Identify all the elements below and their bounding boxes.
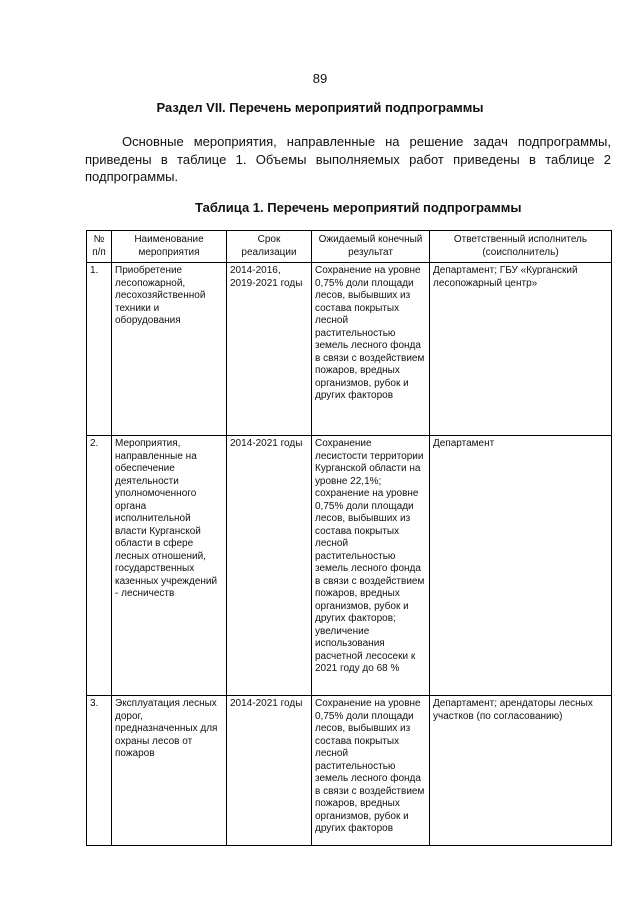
- row-term: 2014-2021 годы: [227, 696, 312, 846]
- row-number: 1.: [87, 263, 112, 436]
- header-result: Ожидаемый конечный результат: [312, 231, 430, 263]
- table-row: [87, 263, 612, 436]
- section-title: Раздел VII. Перечень мероприятий подпрограммы: [156, 100, 484, 115]
- row-number: 2.: [87, 436, 112, 696]
- table-title: Таблица 1. Перечень мероприятий подпрограммы: [195, 200, 522, 215]
- table-row: [87, 436, 612, 696]
- row-name: Приобретение лесопожарной, лесохозяйственной техники и оборудования: [112, 263, 227, 436]
- row-name: Мероприятия, направленные на обеспечение деятельности уполномоченного органа исполнительной власти Курганской области в сфере лесных отношений, государственных казенных учреждений - лесничеств: [112, 436, 227, 696]
- row-responsible: Департамент; ГБУ «Курганский лесопожарный центр»: [430, 263, 612, 436]
- table-row: [87, 696, 612, 846]
- row-responsible: Департамент: [430, 436, 612, 696]
- header-responsible: Ответственный исполнитель (соисполнитель): [430, 231, 612, 263]
- header-name: Наименование мероприятия: [112, 231, 227, 263]
- row-result: Сохранение на уровне 0,75% доли площади лесов, выбывших из состава покрытых лесной растительностью земель лесного фонда в связи с воздействием пожаров, вредных организмов, рубок и других факторов: [312, 696, 430, 846]
- header-term: Срок реализации: [227, 231, 312, 263]
- row-result: Сохранение лесистости территории Курганской области на уровне 22,1%; сохранение на уровне 0,75% доли площади лесов, выбывших из состава покрытых лесной растительностью земель лесного фонда в связи с воздействием пожаров, вредных организмов, рубок и других факторов; увеличение использования расчетной лесосеки к 2021 году до 68 %: [312, 436, 430, 696]
- row-name: Эксплуатация лесных дорог, предназначенных для охраны лесов от пожаров: [112, 696, 227, 846]
- row-term: 2014-2021 годы: [227, 436, 312, 696]
- row-term: 2014-2016, 2019-2021 годы: [227, 263, 312, 436]
- measures-table: [86, 230, 612, 846]
- row-number: 3.: [87, 696, 112, 846]
- intro-paragraph: Основные мероприятия, направленные на решение задач подпрограммы, приведены в таблице 1. Объемы выполняемых работ приведены в таблице 2 подпрограммы.: [85, 134, 611, 184]
- page-number: 89: [312, 71, 328, 86]
- header-number: № п/п: [87, 231, 112, 263]
- row-responsible: Департамент; арендаторы лесных участков (по согласованию): [430, 696, 612, 846]
- table-header-row: [87, 231, 612, 263]
- row-result: Сохранение на уровне 0,75% доли площади лесов, выбывших из состава покрытых лесной растительностью земель лесного фонда в связи с воздействием пожаров, вредных организмов, рубок и других факторов: [312, 263, 430, 436]
